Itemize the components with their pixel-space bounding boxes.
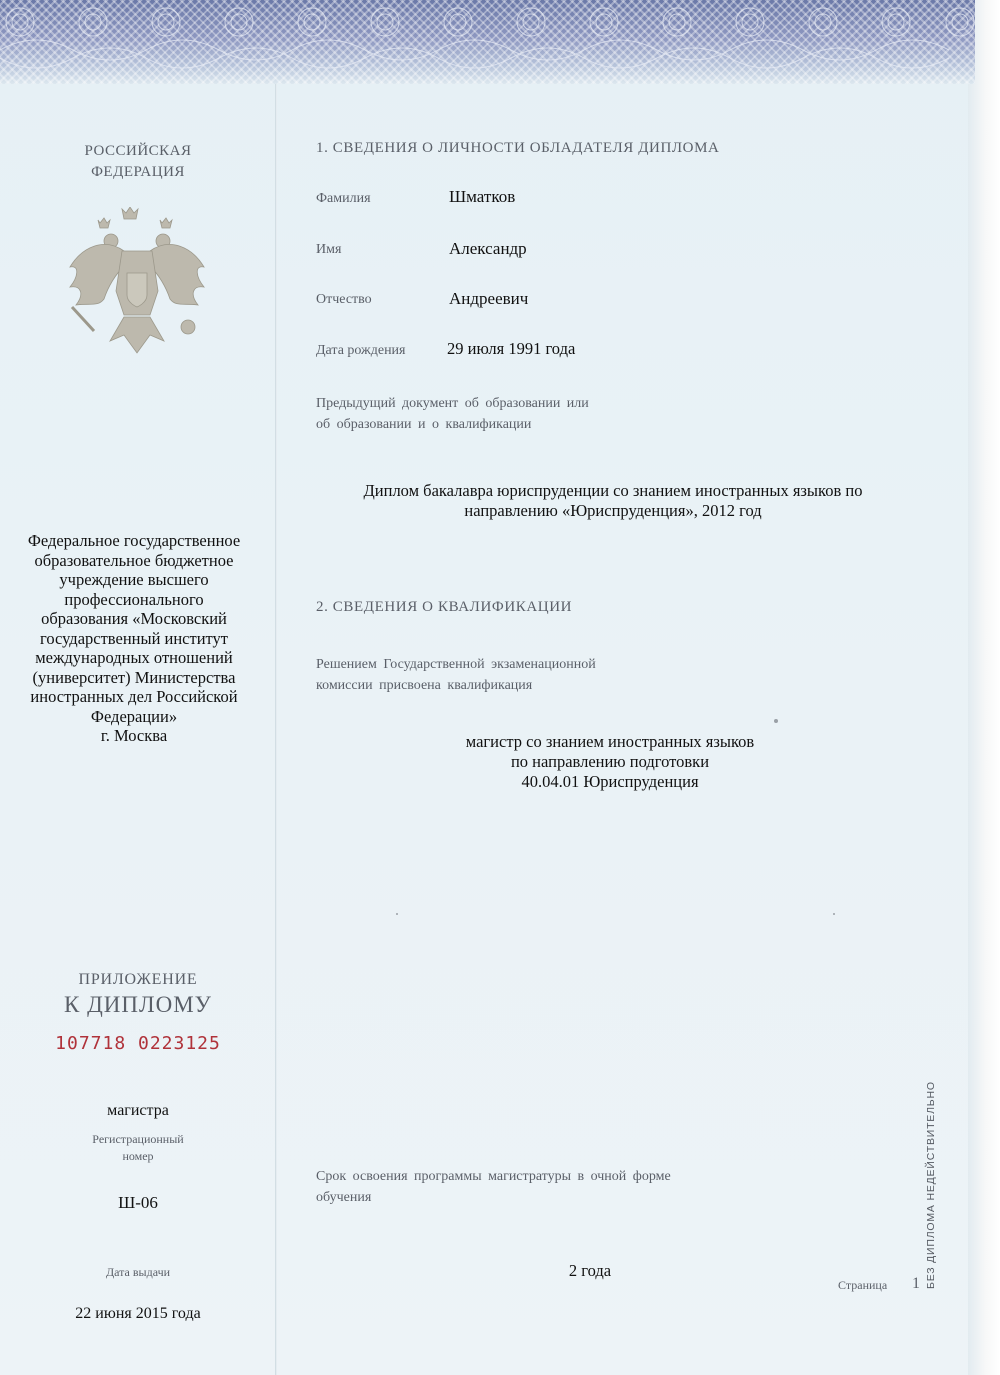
left-column xyxy=(0,0,276,1375)
registration-number-label xyxy=(58,1131,218,1165)
institution-line: государственный институт xyxy=(39,628,229,648)
qualification-decision-line: Решением Государственной экзаменационной xyxy=(316,657,596,672)
study-duration-label xyxy=(316,1166,756,1208)
institution-line: г. Москва xyxy=(100,726,168,745)
coat-of-arms-icon xyxy=(64,207,210,357)
study-duration-line: обучения xyxy=(316,1190,372,1205)
institution-line: образовательное бюджетное xyxy=(34,550,234,570)
institution-line: (университет) Министерства xyxy=(32,667,236,687)
serial-number: 107718 0223125 xyxy=(55,1033,221,1054)
issue-date-label: Дата выдачи xyxy=(105,1265,171,1279)
institution-line: образования «Московский xyxy=(41,609,227,628)
previous-document-label-line: об образовании и о квалификации xyxy=(316,417,532,432)
name-value: Александр xyxy=(449,239,527,258)
registration-label-line: Регистрационный xyxy=(92,1132,184,1146)
degree-level: магистра xyxy=(107,1102,169,1119)
ink-dot xyxy=(774,719,778,723)
study-duration-line: Срок освоения программы магистратуры в очной форме xyxy=(316,1169,671,1184)
institution-line: Федерации» xyxy=(90,706,178,726)
supplement-title-line1: ПРИЛОЖЕНИЕ xyxy=(78,971,198,988)
patronymic-value: Андреевич xyxy=(449,289,529,308)
institution-line: учреждение высшего xyxy=(59,570,209,589)
country-line: ФЕДЕРАЦИЯ xyxy=(91,164,185,180)
qualification-line: магистр со знанием иностранных языков xyxy=(465,732,755,751)
previous-document-label xyxy=(316,393,736,435)
page-label: Страница xyxy=(838,1278,888,1292)
country-heading xyxy=(58,141,218,183)
previous-document-value-line: направлению «Юриспруденция», 2012 год xyxy=(464,501,762,520)
institution-line: профессионального xyxy=(64,589,204,609)
qualification-decision-line: комиссии присвоена квалификация xyxy=(316,678,533,693)
previous-document-value xyxy=(316,481,910,521)
supplement-title xyxy=(40,969,236,1019)
qualification-value xyxy=(420,732,800,792)
ink-dot xyxy=(833,913,835,915)
qualification-line: 40.04.01 Юриспруденция xyxy=(521,772,699,791)
registration-label-line: номер xyxy=(122,1149,154,1163)
section1-title: 1. СВЕДЕНИЯ О ЛИЧНОСТИ ОБЛАДАТЕЛЯ ДИПЛОМА xyxy=(316,140,720,156)
ink-dot xyxy=(396,913,398,915)
qualification-line: по направлению подготовки xyxy=(510,752,710,771)
previous-document-value-line: Диплом бакалавра юриспруденции со знанием иностранных языков по xyxy=(363,481,863,500)
page-number: 1 xyxy=(912,1275,920,1292)
birth-date-label: Дата рождения xyxy=(316,343,406,358)
surname-value: Шматков xyxy=(449,187,516,206)
paper-edge xyxy=(968,0,1000,1375)
institution-line: международных отношений xyxy=(35,648,233,667)
patronymic-label: Отчество xyxy=(316,292,372,307)
validity-note-text: БЕЗ ДИПЛОМА НЕДЕЙСТВИТЕЛЬНО xyxy=(925,1081,937,1289)
name-label: Имя xyxy=(316,242,342,257)
country-line: РОССИЙСКАЯ xyxy=(84,143,192,159)
surname-label: Фамилия xyxy=(316,191,371,206)
registration-number: Ш-06 xyxy=(118,1193,158,1212)
institution-line: Федеральное государственное xyxy=(27,531,241,550)
section2-title: 2. СВЕДЕНИЯ О КВАЛИФИКАЦИИ xyxy=(316,599,573,615)
qualification-decision-label xyxy=(316,654,736,696)
birth-date-value: 29 июля 1991 года xyxy=(447,339,576,358)
study-duration-value: 2 года xyxy=(568,1261,612,1280)
institution-line: иностранных дел Российской xyxy=(30,687,238,706)
previous-document-label-line: Предыдущий документ об образовании или xyxy=(316,396,589,411)
supplement-title-line2: К ДИПЛОМУ xyxy=(64,992,212,1017)
institution-name xyxy=(8,531,260,746)
issue-date: 22 июня 2015 года xyxy=(75,1305,201,1322)
validity-note xyxy=(922,1049,940,1289)
